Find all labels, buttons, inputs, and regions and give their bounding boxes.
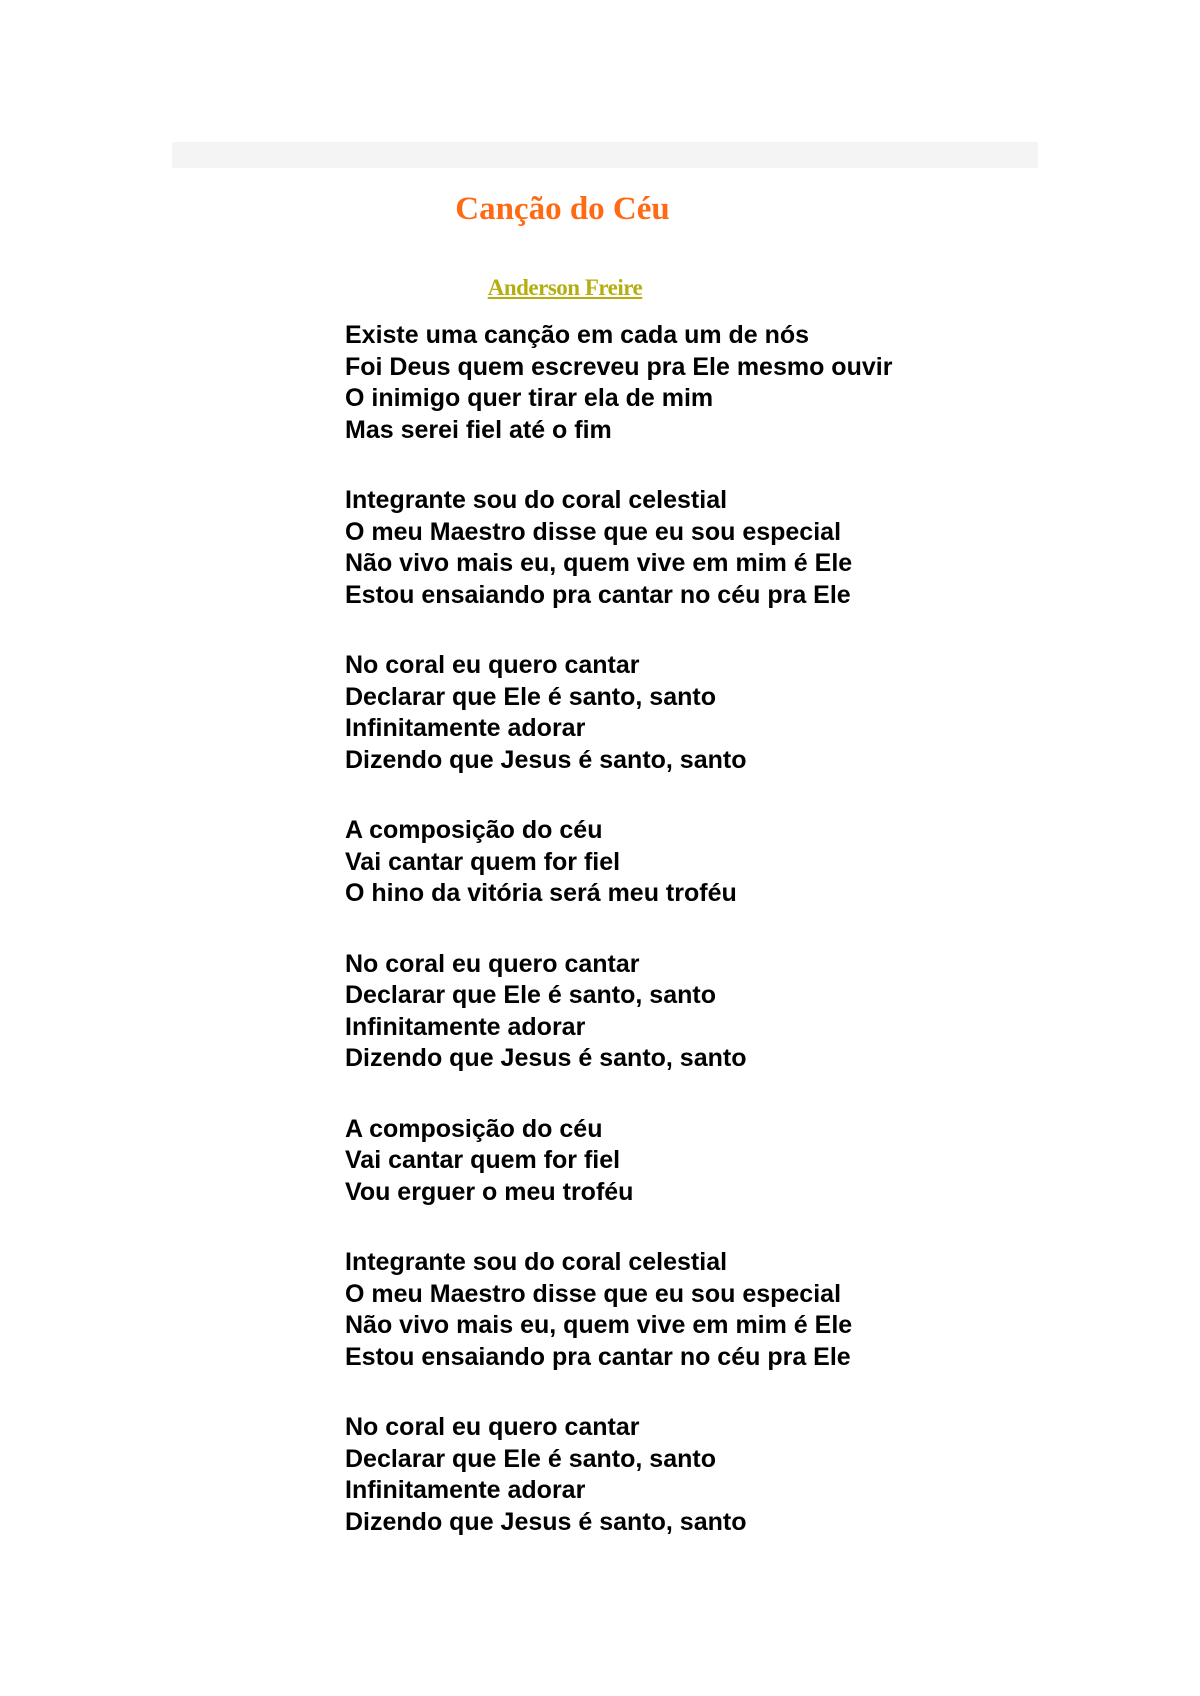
song-title: Canção do Céu [455,191,670,227]
stanza [345,485,1145,611]
stanza [345,320,1145,446]
lyric-line: Declarar que Ele é santo, santo [345,981,716,1009]
stanza [345,650,1145,776]
lyric-line: Não vivo mais eu, quem vive em mim é Ele [345,1311,853,1339]
lyric-line: Dizendo que Jesus é santo, santo [345,1044,747,1072]
author-link[interactable]: Anderson Freire [487,275,643,300]
lyric-line: A composição do céu [345,1114,603,1143]
lyric-line: Declarar que Ele é santo, santo [345,682,716,711]
stanza [345,1114,1145,1209]
lyric-line: Mas serei fiel até o fim [345,415,612,444]
lyric-line: No coral eu quero cantar [345,949,640,978]
lyrics [345,320,1145,1577]
lyric-line: O hino da vitória será meu troféu [345,879,737,907]
lyric-line: A composição do céu [345,816,603,844]
lyric-line: Vou erguer o meu troféu [345,1177,634,1206]
stanza [345,815,1145,910]
lyric-line: O inimigo quer tirar ela de mim [345,384,714,412]
stanza [345,1412,1145,1538]
lyric-line: No coral eu quero cantar [345,1413,640,1441]
lyric-line: O meu Maestro disse que eu sou especial [345,517,842,546]
lyric-line: Foi Deus quem escreveu pra Ele mesmo ouvir [345,352,893,381]
lyric-line: Infinitamente adorar [345,1012,586,1041]
lyric-line: Infinitamente adorar [345,714,586,742]
lyric-line: Estou ensaiando pra cantar no céu pra Ele [345,580,851,609]
stanza [345,949,1145,1075]
lyric-line: Dizendo que Jesus é santo, santo [345,1507,747,1536]
lyric-line: Integrante sou do coral celestial [345,486,728,514]
stanza [345,1247,1145,1373]
lyric-line: Infinitamente adorar [345,1476,586,1504]
lyric-line: Integrante sou do coral celestial [345,1248,728,1276]
lyric-line: Existe uma canção em cada um de nós [345,321,810,349]
lyric-line: O meu Maestro disse que eu sou especial [345,1279,842,1308]
lyric-line: Não vivo mais eu, quem vive em mim é Ele [345,549,853,577]
lyric-line: Estou ensaiando pra cantar no céu pra Ele [345,1342,851,1371]
lyric-line: Vai cantar quem for fiel [345,847,621,876]
lyric-line: Vai cantar quem for fiel [345,1146,621,1174]
header-bar [172,142,1038,168]
lyric-line: Declarar que Ele é santo, santo [345,1444,716,1473]
lyric-line: Dizendo que Jesus é santo, santo [345,745,747,774]
lyric-line: No coral eu quero cantar [345,651,640,679]
